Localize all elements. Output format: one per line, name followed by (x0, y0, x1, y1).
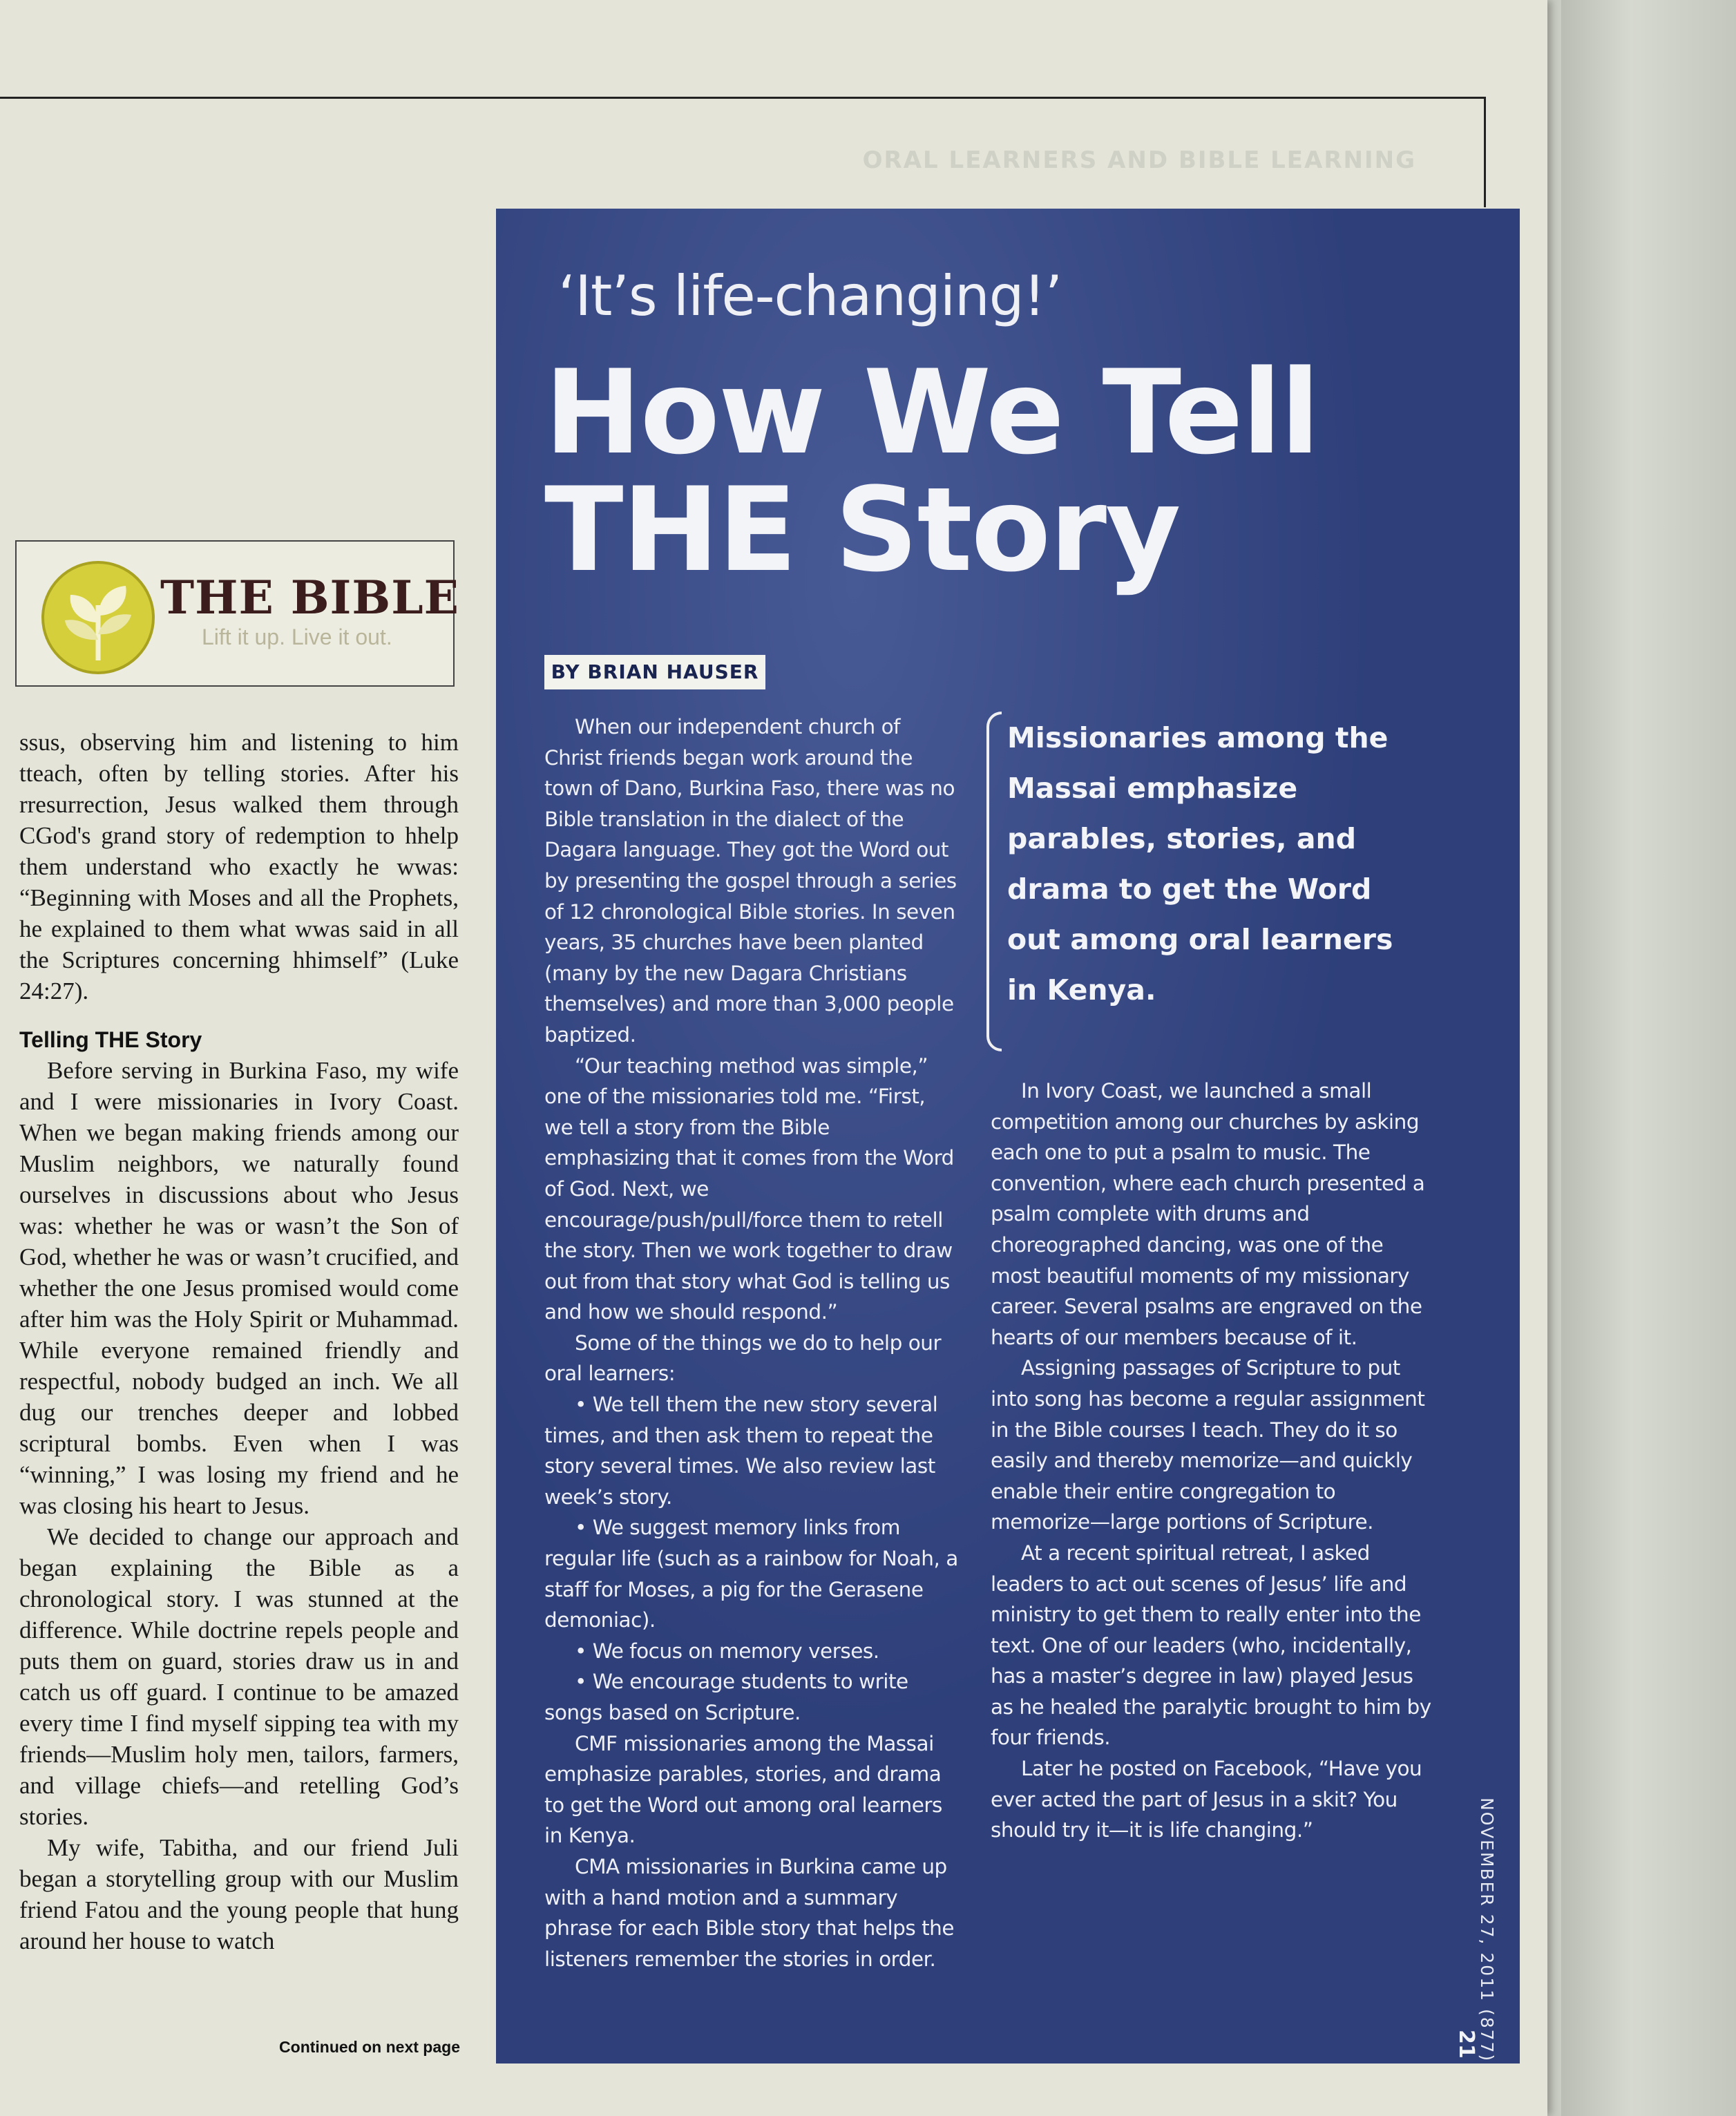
headline-line-1: How We Tell (544, 345, 1319, 480)
article-column-2 (991, 1076, 1433, 1846)
left-paragraph-2: We decided to change our approach and began explaining the Bible as a chronological story. I was stunned at the difference. While doctrine repels people and puts them on guard, stories draw us in and catch us off guard. I continue to be amazed every time I find myself sipping tea with my friends—Muslim holy men, tailors, farmers, and village chiefs—and retelling God’s stories. (19, 1523, 459, 1830)
pullquote: Missionaries among the Massai emphasize parables, stories, and drama to get the Word out among oral learners in Kenya. (1007, 721, 1393, 1007)
col1-bullet-2: • We suggest memory links from regular life (such as a rainbow for Noah, a staff for Moses, a pig for the Gerasene demoniac). (544, 1512, 959, 1635)
section-heading: Telling THE Story (19, 1027, 202, 1052)
col1-paragraph-5: CMA missionaries in Burkina came up with a hand motion and a summary phrase for each Bible story that helps the listeners remember the stories in order. (544, 1854, 955, 1971)
col1-paragraph-1: When our independent church of Christ friends began work around the town of Dano, Burkina Faso, there was no Bible translation in the dialect of the Dagara language. They got the Word out by presenting the gospel through a series of 12 chronological Bible stories. In seven years, 35 churches have been planted (many by the new Dagara Christians themselves) and more than 3,000 people baptized. (544, 715, 957, 1047)
article-column-1 (544, 712, 959, 1974)
leaf-sprout-icon (37, 557, 169, 674)
logo-title: THE BIBLE (160, 571, 459, 625)
left-column-text (19, 727, 459, 1956)
col1-paragraph-2: “Our teaching method was simple,” one of the missionaries told me. “First, we tell a story from the Bible emphasizing that it comes from the Word of God. Next, we encourage/push/pull/force them to retell the story. Then we work together to draw out from that story what God is telling us and how we should respond.” (544, 1054, 954, 1324)
col1-paragraph-4: CMF missionaries among the Massai emphasize parables, stories, and drama to get the Word out among oral learners in Kenya. (544, 1731, 942, 1848)
page-number: 21 (1454, 2030, 1478, 2059)
col1-bullet-1: • We tell them the new story several times, and then ask them to repeat the story several times. We also review last week’s story. (544, 1389, 959, 1512)
bleed-through-header: ORAL LEARNERS AND BIBLE LEARNING (862, 146, 1416, 174)
col2-paragraph-4: Later he posted on Facebook, “Have you ever acted the part of Jesus in a skit? You should try it—it is life changing.” (991, 1757, 1422, 1842)
left-intro-paragraph: ssus, observing him and listening to him tteach, often by telling stories. After his rresurrection, Jesus walked them through CGod's grand story of redemption to hhelp them understand who exactly he wwas: “Beginning with Moses and all the Prophets, he explained to them what wwas said in all the Scriptures concerning hhimself” (Luke 24:27). (19, 729, 459, 1004)
continued-note: Continued on next page (279, 2038, 460, 2056)
headline-line-2: THE Story (544, 462, 1180, 598)
col2-paragraph-1: In Ivory Coast, we launched a small competition among our churches by asking each one to put a psalm to music. The convention, where each church presented a psalm complete with drums and choreographed dancing, was one of the most beautiful moments of my missionary career. Several psalms are engraved on the hearts of our members because of it. (991, 1079, 1425, 1349)
col2-paragraph-3: At a recent spiritual retreat, I asked leaders to act out scenes of Jesus’ life and ministry to get them to really enter into the text. One of our leaders (who, incidentally, has a master’s degree in law) played Jesus as he healed the paralytic brought to him by four friends. (991, 1541, 1431, 1750)
folio-date: NOVEMBER 27, 2011 (877) (1477, 1798, 1497, 2063)
col2-paragraph-2: Assigning passages of Scripture to put into song has become a regular assignment in the Bible courses I teach. They do it so easily and thereby memorize—and quickly enable their entire congregation to memorize—large portions of Scripture. (991, 1356, 1425, 1534)
pullquote-bracket (986, 712, 1002, 1051)
col1-bullet-4: • We encourage students to write songs based on Scripture. (544, 1666, 959, 1728)
folio (1467, 1798, 1508, 2063)
top-rule (0, 97, 1485, 99)
left-paragraph-1: Before serving in Burkina Faso, my wife and I were missionaries in Ivory Coast. When we began making friends among our Muslim neighbors, we naturally found ourselves in discussions about who Jesus was: whether he was or wasn’t the Son of God, whether he was or wasn’t crucified, and whether the one Jesus promised would come after him was the Holy Spirit or Muhammad. While everyone remained friendly and respectful, nobody budged an inch. We all dug our trenches deeper and lobbed scriptural bombs. Even when I was “winning,” I was losing my friend and he was closing his heart to Jesus. (19, 1057, 459, 1519)
bible-logo-box (15, 540, 459, 687)
next-page-edge (1561, 0, 1736, 2116)
right-rule (1484, 97, 1486, 207)
col1-paragraph-3: Some of the things we do to help our oral learners: (544, 1331, 942, 1386)
article-kicker: ‘It’s life-changing!’ (558, 264, 1062, 328)
left-paragraph-3: My wife, Tabitha, and our friend Juli began a storytelling group with our Muslim friend Fatou and the young people that hung around her house to watch (19, 1834, 459, 1954)
article-panel (496, 209, 1520, 2063)
logo-tagline: Lift it up. Live it out. (202, 625, 392, 649)
article-headline (544, 345, 1442, 598)
byline: BY BRIAN HAUSER (544, 655, 765, 689)
col1-bullet-3: • We focus on memory verses. (544, 1636, 959, 1667)
